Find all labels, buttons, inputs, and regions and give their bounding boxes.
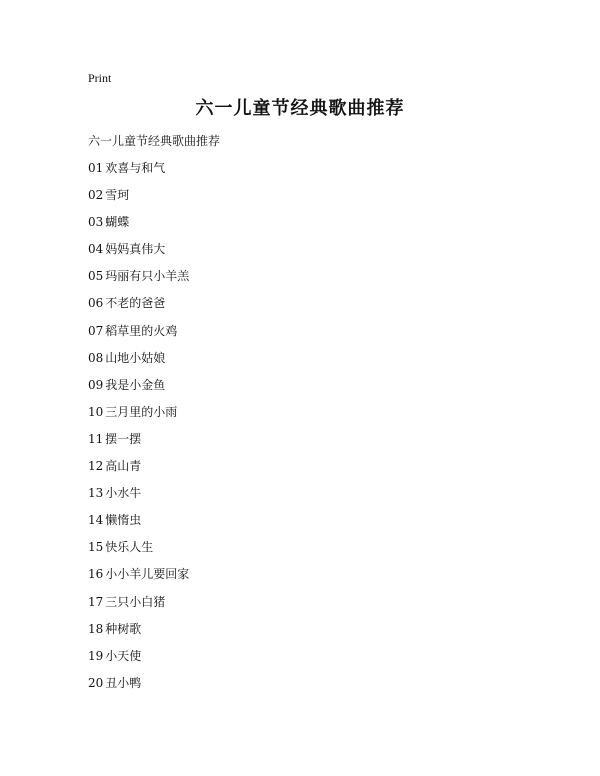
song-list	[88, 159, 189, 701]
song-title: 小小羊儿要回家	[105, 567, 190, 582]
song-item-10	[88, 403, 189, 430]
song-title: 稻草里的火鸡	[105, 323, 178, 338]
document-subtitle: 六一儿童节经典歌曲推荐	[88, 134, 221, 148]
song-item-09	[88, 376, 189, 403]
song-title: 山地小姑娘	[105, 350, 166, 365]
song-item-07	[88, 322, 189, 349]
song-item-18	[88, 620, 189, 647]
song-item-11	[88, 430, 189, 457]
song-item-12	[88, 457, 189, 484]
song-number: 05	[88, 269, 104, 284]
song-number: 10	[88, 404, 104, 419]
song-number: 11	[88, 431, 104, 446]
song-item-03	[88, 213, 189, 240]
song-number: 15	[88, 540, 104, 555]
song-title: 小天使	[105, 648, 142, 663]
song-title: 小水牛	[105, 486, 142, 501]
song-title: 丑小鸭	[105, 675, 142, 690]
song-number: 16	[88, 567, 104, 582]
song-item-02	[88, 186, 189, 213]
song-number: 18	[88, 621, 104, 636]
song-number: 09	[88, 377, 104, 392]
song-title: 摆一摆	[105, 431, 142, 446]
song-number: 07	[88, 323, 104, 338]
song-number: 01	[88, 161, 104, 175]
song-title: 雪珂	[105, 188, 130, 203]
song-item-15	[88, 538, 189, 565]
song-number: 12	[88, 459, 104, 474]
song-number: 19	[88, 648, 104, 663]
song-number: 08	[88, 350, 104, 365]
song-item-16	[88, 565, 189, 592]
song-number: 06	[88, 296, 104, 311]
song-item-19	[88, 647, 189, 674]
song-title: 种树歌	[105, 621, 142, 636]
song-number: 02	[88, 188, 104, 203]
song-item-04	[88, 240, 189, 267]
song-item-06	[88, 294, 189, 321]
song-title: 不老的爸爸	[105, 296, 166, 311]
print-label: Print	[88, 71, 112, 85]
song-number: 17	[88, 594, 104, 609]
song-number: 20	[88, 675, 104, 690]
song-item-17	[88, 593, 189, 620]
song-title: 懒惰虫	[105, 513, 142, 528]
song-item-05	[88, 267, 189, 294]
song-item-13	[88, 484, 189, 511]
song-item-01	[88, 159, 189, 186]
song-item-14	[88, 511, 189, 538]
song-title: 三月里的小雨	[105, 404, 178, 419]
song-number: 13	[88, 486, 104, 501]
song-number: 04	[88, 242, 104, 257]
song-title: 我是小金鱼	[105, 377, 166, 392]
song-title: 高山青	[105, 459, 142, 474]
song-number: 14	[88, 513, 104, 528]
song-title: 欢喜与和气	[105, 161, 166, 175]
song-title: 蝴蝶	[105, 215, 130, 230]
song-item-20	[88, 674, 189, 701]
song-title: 玛丽有只小羊羔	[105, 269, 190, 284]
song-title: 三只小白猪	[105, 594, 166, 609]
page-title: 六一儿童节经典歌曲推荐	[195, 98, 405, 119]
song-title: 快乐人生	[105, 540, 154, 555]
song-item-08	[88, 349, 189, 376]
song-title: 妈妈真伟大	[105, 242, 166, 257]
song-number: 03	[88, 215, 104, 230]
